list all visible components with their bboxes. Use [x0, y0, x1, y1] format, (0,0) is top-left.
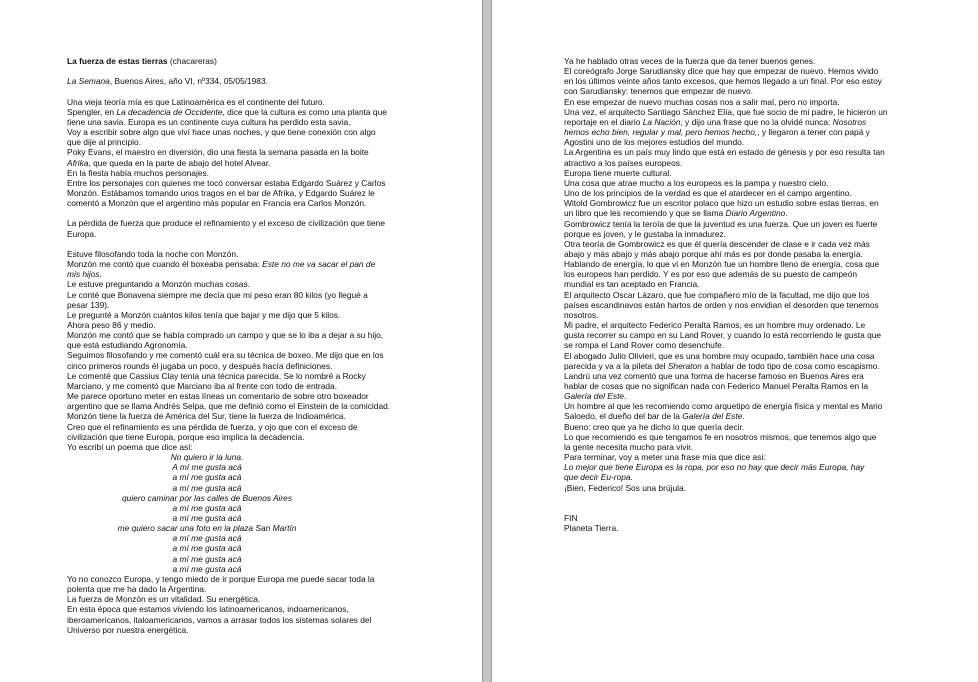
- text-line: Le estuve preguntando a Monzón muchas cosas.: [67, 279, 250, 290]
- text-line: Universo por nuestra energética.: [67, 624, 189, 635]
- text-line: que dije al principio.: [67, 137, 142, 148]
- poem-line: A mí me gusta acá: [172, 462, 242, 473]
- text-line: parecida y va a la pileta del Sheraton a hablar de todo tipo de cosa como escapismo.: [564, 360, 880, 371]
- text-line: Para terminar, voy a meter una frase mía que dice así:: [564, 452, 767, 463]
- text-line: Seguimos filosofando y me comentó cuál era su técnica de boxeo. Me dijo que en los: [67, 350, 384, 361]
- text-line: Yo escribí un poema que dice así:: [67, 441, 193, 452]
- poem-line: a mí me gusta acá: [172, 563, 242, 574]
- quote-line: que decir Eu-ropa.: [564, 472, 633, 483]
- poem-line: me quiero sacar una foto en la plaza San Martín: [117, 523, 297, 534]
- text-line: nosotros.: [564, 309, 599, 320]
- text-line: Afrika, que queda en la parte de abajo del hotel Alvear.: [67, 157, 271, 168]
- text-line: Monzón me contó que cuando él boxeaba pensaba: Este no me va sacar el pan de: [67, 259, 376, 270]
- text-line: Gombrowicz tenía la teroía de que la juventud es una fuerza. Que un joven es fuerte: [564, 218, 878, 229]
- text-line: Witold Gombrowicz fue un escritor polaco que hizo un estudio sobre estas tierras, en: [564, 198, 879, 209]
- text-line: con Sarudiansky: tenemos que empezar de nuevo.: [564, 86, 754, 97]
- text-line: países escandinavos están hartos de orden y nos envidian el desorden que tenemos: [564, 299, 879, 310]
- signature-place: Planeta Tierra.: [564, 523, 619, 534]
- text-line: iberoamericanos, italoamericanos, vamos a arrasar todos los sistemas solares del: [67, 614, 372, 625]
- text-line: Una vez, el arquitecto Santiago Sánchez Elía, que fue socio de mi padre, le hicieron un: [564, 106, 888, 117]
- text-line: Galería del Este.: [564, 391, 627, 402]
- text-line: civilización que tiene Europa, porque eso implica la decadencia.: [67, 431, 305, 442]
- text-line: la gente necesita mucho para vivir.: [564, 441, 693, 452]
- text-line: El abogado Julio Olivieri, que es una hombre muy ocupado, también hace una cosa: [564, 350, 875, 361]
- poem-line: quiero caminar por las calles de Buenos Aires: [121, 492, 293, 503]
- text-line: pesar 139).: [67, 299, 110, 310]
- text-line: Me parece oportuno meter en estas líneas un comentario de sobre otro boxeador: [67, 391, 369, 402]
- text-line: Un hombre al que les recomiendo como arquetipo de energía física y mental es Mario: [564, 401, 883, 412]
- text-line: Landrú una vez comentó que una forma de hacerse famoso en Buenos Aires era: [564, 370, 864, 381]
- source-details: , Buenos Aires, año VI, nº334, 05/05/1983.: [109, 76, 268, 87]
- text-line: atractivo a los países europeos.: [564, 157, 683, 168]
- text-line: Europa.: [67, 228, 97, 239]
- text-line: comentó a Monzón que el argentino más popular en Francia era Carlos Monzón.: [67, 198, 367, 209]
- text-line: Le comenté que Cassius Clay tenía una técnica parecida. Se lo nombré a Rocky: [67, 370, 366, 381]
- page-left-text: [67, 56, 412, 635]
- poem: [67, 452, 412, 574]
- text-line: En la fiesta había muchos personajes.: [67, 167, 209, 178]
- text-line: Agostini uno de los mejores estudios del mundo.: [564, 137, 745, 148]
- page-gutter: [482, 0, 492, 682]
- text-line: El coreógrafo Jorge Sarudiansky dice que hay que empezar de nuevo. Hemos vivido: [564, 66, 879, 77]
- text-line: En ese empezar de nuevo muchas cosas nos a salir mal, pero no importa.: [564, 96, 840, 107]
- text-line: Europa tiene muerte cultural.: [564, 167, 672, 178]
- article-heading: [67, 56, 412, 66]
- text-line: Monzón tiene la fuerza de América del Sur, tiene la fuerza de Indioamérica.: [67, 411, 346, 422]
- text-line: argentino que se llama Andrés Selpa, que me definió como el Einstein de la comicidad.: [67, 401, 391, 412]
- text-line: Creo que el refinamiento es una pérdida de fuerza, y ojo que con el exceso de: [67, 421, 358, 432]
- text-line: hablar de cosas que no significan nada con Federico Manuel Peralta Ramos en la: [564, 381, 869, 391]
- poem-line: No quiero ir la luna.: [170, 452, 244, 463]
- text-line: reportaje en el diario La Nación, y dijo una frase que no la olvidé nunca: Nosotros: [564, 116, 867, 127]
- quote-line: Lo mejor que tiene Europa es la ropa, por eso no hay que decir más Europa, hay: [564, 462, 865, 473]
- poem-line: a mí me gusta acá: [172, 533, 242, 544]
- text-line: Una cosa que atrae mucho a los europeos es la pampa y nuestro cielo.: [564, 177, 829, 188]
- poem-line: a mí me gusta acá: [172, 512, 242, 523]
- text-line: Ya he hablado otras veces de la fuerza que da tener buenos genes.: [564, 56, 816, 66]
- closing-line: ¡Bien, Federico! Sos una brújula.: [564, 482, 686, 493]
- text-line: Yo no conozco Europa, y tengo miedo de ir porque Europa me puede sacar toda la: [67, 573, 375, 584]
- poem-line: a mí me gusta acá: [172, 543, 242, 554]
- text-line: Monzón. Estábamos tomando unos tragos en el bar de Afrika, y Edgardo Suárez le: [67, 188, 375, 198]
- text-line: Ahora peso 86 y medio.: [67, 320, 156, 330]
- text-line: se rompa el Land Rover como desenchufe.: [564, 340, 725, 351]
- text-line: Uno de los principios de la verdad es que el atardecer en el campo argentino.: [564, 188, 852, 199]
- page-left: [0, 0, 482, 682]
- poem-line: a mí me gusta acá: [172, 482, 242, 493]
- text-line: mundial es tan aceptado en Francia.: [564, 279, 700, 290]
- poem-line: a mí me gusta acá: [172, 472, 242, 483]
- text-line: Marciano, y me comentó que Marciano iba al frente con todo de entrada.: [67, 380, 338, 391]
- text-line: abajo y más abajo y más abajo porque ahí más es por donde pasaba la energía.: [564, 248, 863, 259]
- text-line: que está estudiando Agronomía.: [67, 340, 188, 351]
- article-subtitle: (chacareras): [169, 56, 217, 66]
- poem-line: a mí me gusta acá: [172, 553, 242, 564]
- text-line: La Argentina es un país muy lindo que está en estado de génesis y por eso resulta tan: [564, 147, 885, 158]
- text-line: Entre los personajes con quienes me tocó conversar estaba Edgardo Suárez y Carlos: [67, 177, 386, 188]
- text-line: En esta época que estamos viviendo los latinoamericanos, indoamericanos,: [67, 604, 349, 615]
- article-title: La fuerza de estas tierras: [67, 56, 168, 66]
- text-line: Le pregunté a Monzón cuántos kilos tenía que bajar y me dijo que 5 kilos.: [67, 309, 341, 320]
- text-line: Saloedo, el dueño del bar de la Galería del Este.: [564, 411, 745, 422]
- text-line: los europeos han perdido. Y es por eso que además de su puesto de campeón: [564, 269, 858, 280]
- text-line: porque es joven, y le gustaba la inmadurez.: [564, 228, 727, 239]
- text-line: hemos echo bien, regular y mal, pero hemos hecho,, y llegaron a tener con papá y: [564, 127, 870, 138]
- poem-line: a mí me gusta acá: [172, 502, 242, 513]
- text-line: tiene una savia. Europa es un continente cuya cultura ha perdido esta savia.: [67, 116, 351, 127]
- text-line: Voy a escribir sobre algo que viví hace unas noches, y que tiene conexión con algo: [67, 127, 376, 138]
- text-line: La pérdida de fuerza que produce el refinamiento y el exceso de civilización que tiene: [67, 218, 385, 229]
- text-line: Otra teoría de Gombrowicz es que él quería descender de clase e ir cada vez más: [564, 238, 870, 249]
- text-line: Hablando de energía, lo que vi en Monzón fue un hombre lleno de energía, cosa que: [564, 259, 880, 270]
- text-line: Lo que recomiendo es que tengamos fe en nosotros mismos, que tenemos algo que: [564, 431, 877, 442]
- text-line: Estuve filosofando toda la noche con Monzón.: [67, 248, 239, 259]
- page-right: [492, 0, 978, 682]
- text-line: cinco primeros rounds él jugaba un poco, y después hacía definiciones.: [67, 360, 333, 371]
- text-line: Monzón me contó que se había comprado un campo y que se lo iba a dejar a su hijo,: [67, 330, 384, 341]
- source-publication: La Semana: [67, 76, 110, 87]
- text-line: en los últimos veinte años tanto excesos, que hemos llegado a un final. Por eso estoy: [564, 76, 882, 87]
- text-line: mis hijos.: [67, 269, 102, 280]
- text-line: La fuerza de Monzón es un vitalidad. Su energética.: [67, 594, 261, 605]
- article-source: [67, 76, 412, 86]
- text-line: Le conté que Bonavena siempre me decía que mi peso eran 80 kilos (yo llegué a: [67, 289, 368, 300]
- fin-label: FIN: [564, 513, 578, 523]
- text-line: polenta que me ha dado la Argentina.: [67, 584, 207, 595]
- text-line: El arquitecto Oscar Lázaro, que fue compañero mío de la facultad, me dijo que los: [564, 289, 870, 300]
- text-line: un libro que les recomiendo y que se llama Diario Argentino.: [564, 208, 788, 219]
- text-line: Una vieja teoría mía es que Latinoamérica es el continente del futuro.: [67, 96, 325, 107]
- text-line: Bueno: creo que ya he dicho lo que quería decir.: [564, 421, 745, 432]
- text-line: Mi padre, el arquitecto Federico Peralta Ramos, es un hombre muy ordenado. Le: [564, 320, 866, 331]
- text-line: Poky Evans, el maestro en diversión, dio una fiesta la semana pasada en la boite: [67, 147, 369, 158]
- page-right-text: [564, 56, 910, 533]
- text-line: Spengler, en La decadencia de Occidente, dice que la cultura es como una planta que: [67, 106, 387, 117]
- text-line: gusta recorrer su campo en su Land Rover, y cuando lo está recorriendo le gusta que: [564, 330, 882, 341]
